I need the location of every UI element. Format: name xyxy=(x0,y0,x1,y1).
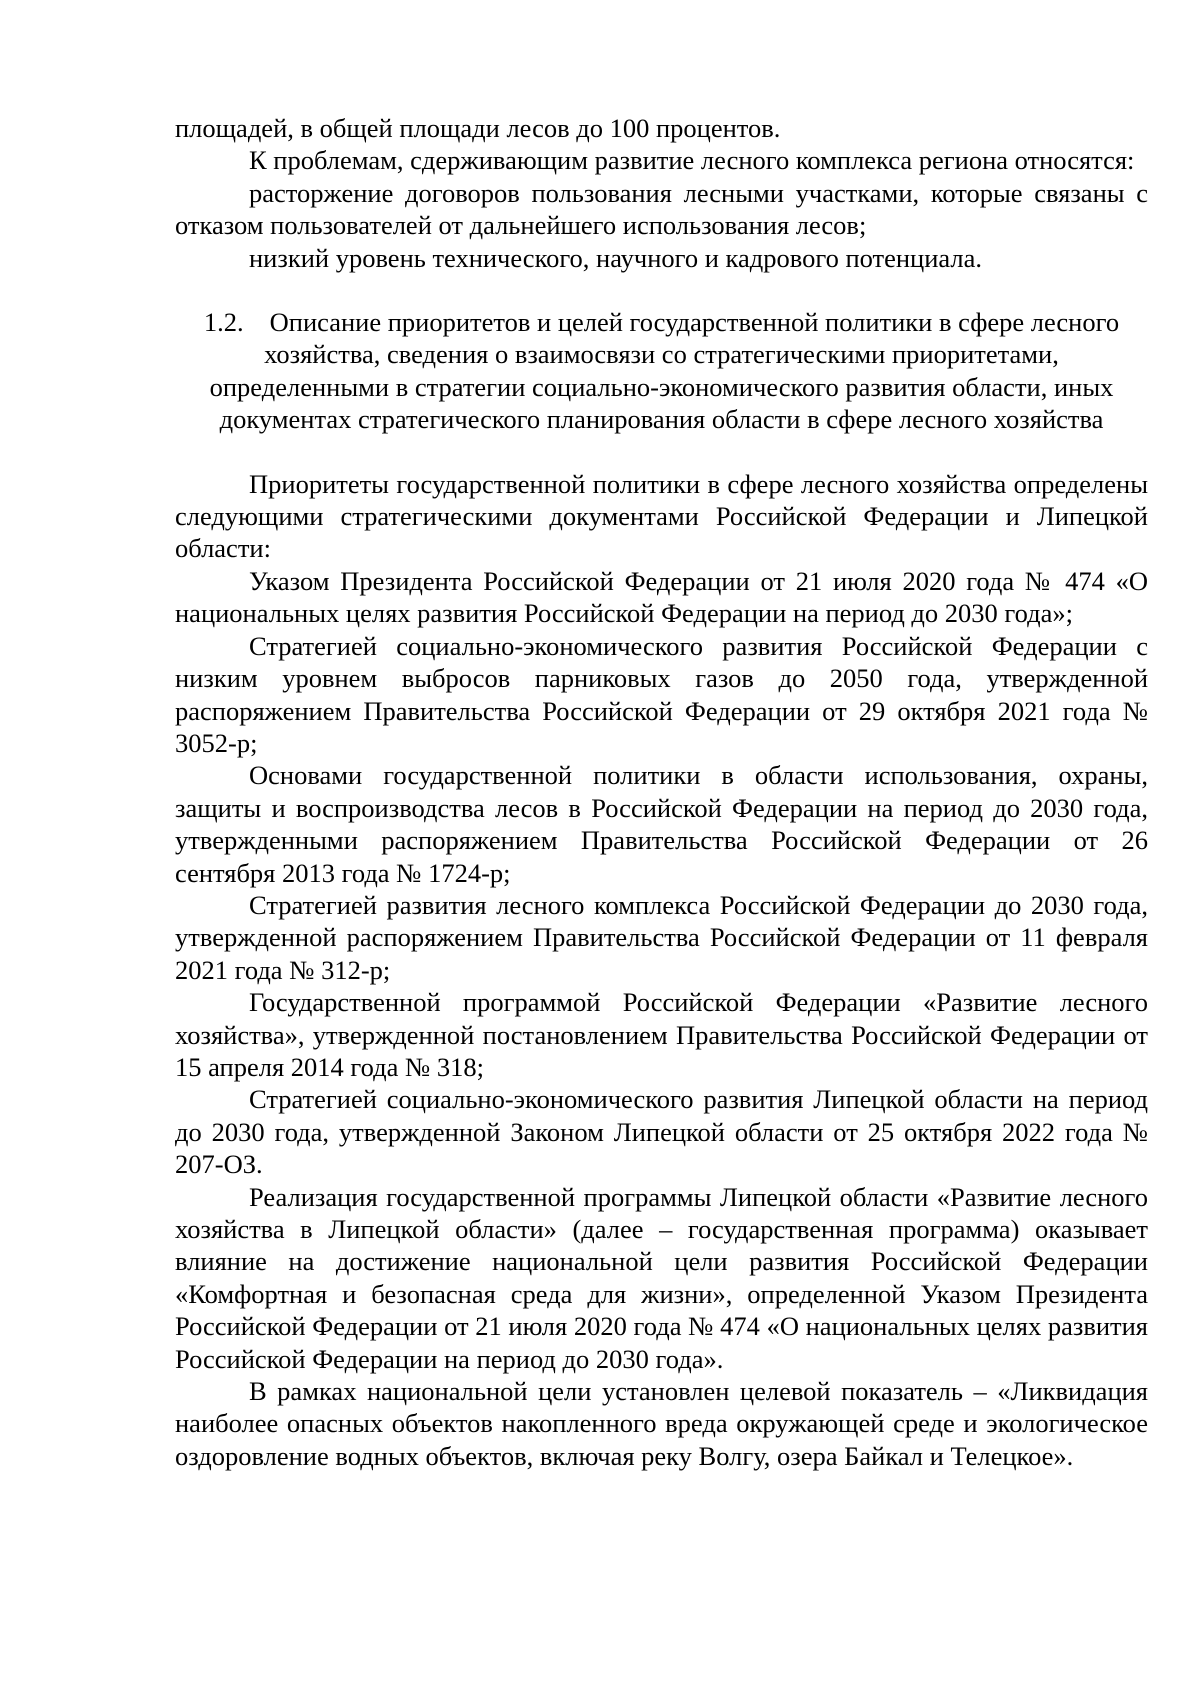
paragraph-priorities-intro: Приоритеты государственной политики в сфере лесного хозяйства определены следующими стратегическими документами Российской Федерации и Липецкой области: xyxy=(175,468,1148,564)
paragraph-problem-potential: низкий уровень технического, научного и кадрового потенциала. xyxy=(249,242,983,273)
section-heading xyxy=(175,306,1148,436)
paragraph-forest-complex-strategy: Стратегией развития лесного комплекса Российской Федерации до 2030 года, утвержденной распоряжением Правительства Российской Федерации от 11 февраля 2021 года № 312-р; xyxy=(175,889,1148,985)
paragraph-target-indicator: В рамках национальной цели установлен целевой показатель – «Ликвидация наиболее опасных объектов накопленного вреда окружающей среде и экологическое оздоровление водных объектов, включая реку Волгу, озера Байкал и Телецкое». xyxy=(175,1376,1148,1471)
paragraph-decree-474: Указом Президента Российской Федерации от 21 июля 2020 года № 474 «О национальных целях развития Российской Федерации на период до 2030 года»; xyxy=(175,565,1148,629)
paragraph-program-impact: Реализация государственной программы Липецкой области «Развитие лесного хозяйства в Липецкой области» (далее – государственная программа) оказывает влияние на достижение национальной цели развития Российской Федерации «Комфортная и безопасная среда для жизни», определенной Указом Президента Российской Федерации от 21 июля 2020 года № 474 «О национальных целях развития Российской Федерации на период до 2030 года». xyxy=(175,1181,1148,1374)
paragraph-state-program-rf: Государственной программой Российской Федерации «Развитие лесного хозяйства», утвержденной постановлением Правительства Российской Федерации от 15 апреля 2014 года № 318; xyxy=(175,987,1148,1082)
section-title: Описание приоритетов и целей государственной политики в сфере лесного хозяйства, сведения о взаимосвязи со стратегическими приоритетами, определенными в стратегии социально-экономического развития области, иных документах стратегического планирования области в сфере лесного хозяйства xyxy=(209,307,1120,435)
section-number: 1.2. xyxy=(203,307,244,338)
paragraph-problem-contracts: расторжение договоров пользования лесными участками, которые связаны с отказом пользователей от дальнейшего использования лесов; xyxy=(175,177,1148,241)
paragraph-problems-intro: К проблемам, сдерживающим развитие лесного комплекса региона относятся: xyxy=(249,145,1135,176)
paragraph-strategy-2050: Стратегией социально-экономического развития Российской Федерации с низким уровнем выбросов парниковых газов до 2050 года, утвержденной распоряжением Правительства Российской Федерации от 29 октября 2021 года № 3052-р; xyxy=(175,630,1148,758)
paragraph-forest-policy-basics: Основами государственной политики в области использования, охраны, защиты и воспроизводства лесов в Российской Федерации на период до 2030 года, утвержденными распоряжением Правительства Российской Федерации от 26 сентября 2013 года № 1724-р; xyxy=(175,760,1148,888)
paragraph-lipetsk-strategy: Стратегией социально-экономического развития Липецкой области на период до 2030 года, утвержденной Законом Липецкой области от 25 октября 2022 года № 207-ОЗ. xyxy=(175,1084,1148,1180)
paragraph-continuation: площадей, в общей площади лесов до 100 процентов. xyxy=(175,113,781,143)
document-page xyxy=(175,112,1148,1472)
